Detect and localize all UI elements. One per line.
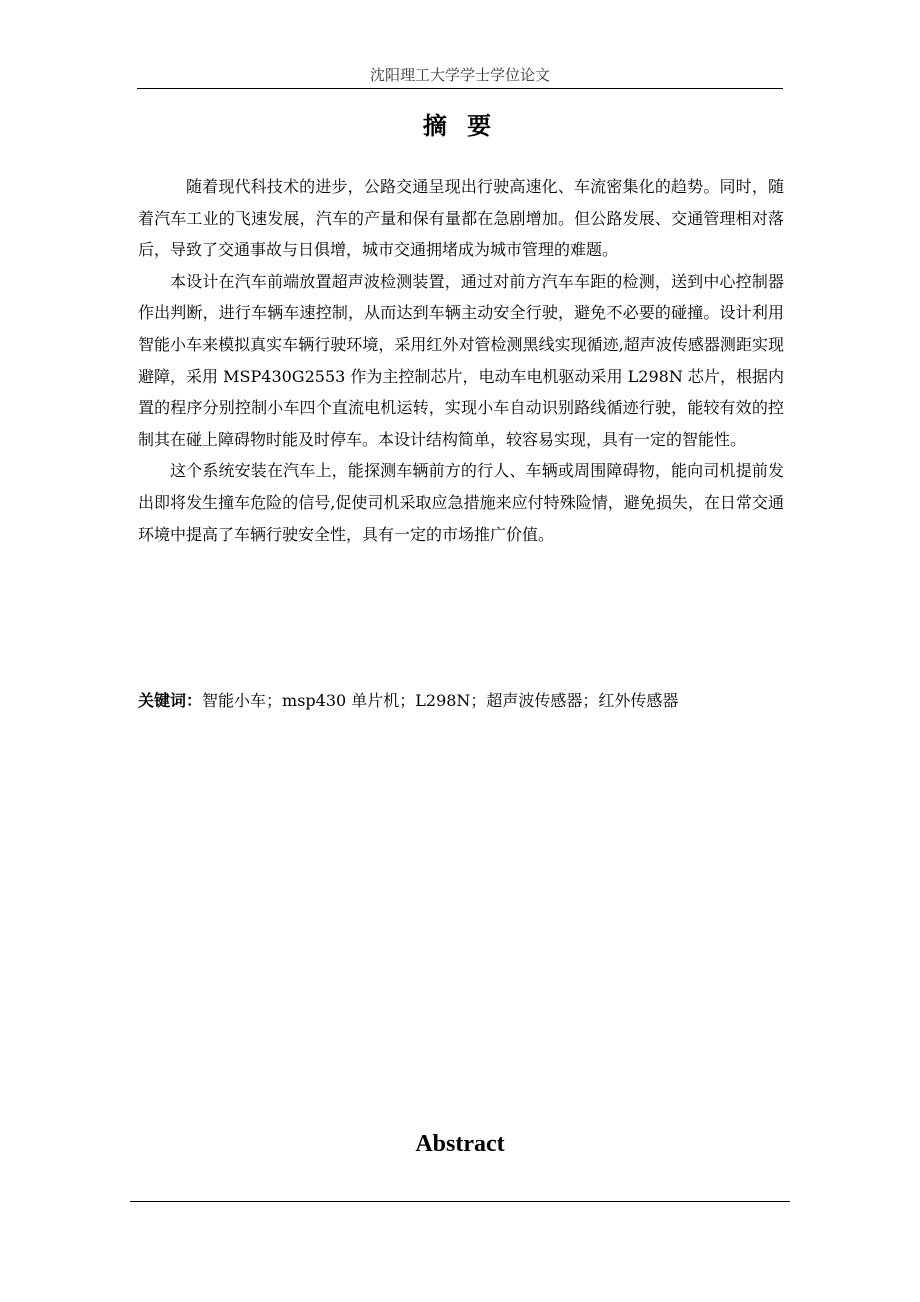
footer-rule xyxy=(130,1201,790,1202)
header-rule xyxy=(137,88,783,89)
abstract-cn-body xyxy=(138,171,784,550)
abstract-cn-title: 摘 要 xyxy=(422,112,498,140)
abstract-en-title: Abstract xyxy=(415,1131,505,1157)
abstract-paragraph-2: 本设计在汽车前端放置超声波检测装置，通过对前方汽车车距的检测，送到中心控制器作出判断，进行车辆车速控制，从而达到车辆主动安全行驶，避免不必要的碰撞。设计利用智能小车来模拟真实车辆行驶环境，采用红外对管检测黑线实现循迹,超声波传感器测距实现避障，采用 MSP430G2553 作为主控制芯片，电动车电机驱动采用 L298N 芯片，根据内置的程序分别控制小车四个直流电机运转，实现小车自动识别路线循迹行驶，能较有效的控制其在碰上障碍物时能及时停车。本设计结构简单，较容易实现，具有一定的智能性。 xyxy=(138,271,784,449)
running-header: 沈阳理工大学学士学位论文 xyxy=(369,66,550,84)
abstract-paragraph-3: 这个系统安装在汽车上，能探测车辆前方的行人、车辆或周围障碍物，能向司机提前发出即将发生撞车危险的信号,促使司机采取应急措施来应付特殊险情，避免损失，在日常交通环境中提高了车辆行驶安全性，具有一定的市场推广价值。 xyxy=(138,461,784,544)
keywords-value: 智能小车；msp430 单片机；L298N；超声波传感器；红外传感器 xyxy=(202,691,679,710)
abstract-paragraph-1: 随着现代科技术的进步，公路交通呈现出行驶高速化、车流密集化的趋势。同时，随着汽车工业的飞速发展，汽车的产量和保有量都在急剧增加。但公路发展、交通管理相对落后，导致了交通事故与日俱增，城市交通拥堵成为城市管理的难题。 xyxy=(138,177,784,260)
keywords-line xyxy=(138,685,784,717)
keywords-label: 关键词： xyxy=(138,691,203,710)
